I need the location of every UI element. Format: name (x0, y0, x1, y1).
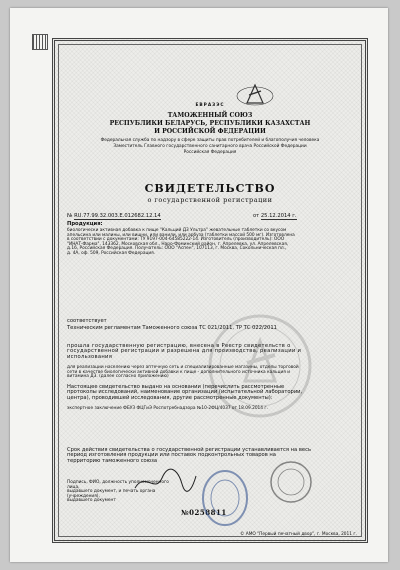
handwritten-signature-icon (130, 466, 200, 496)
signature-line: выдавшего документ, и печать органа (учреждения), (67, 489, 156, 499)
validity-line: период изготовления продукции или поставок подконтрольных товаров на (67, 452, 276, 459)
registry-statement (67, 344, 359, 360)
compliance-label: соответствует (67, 318, 107, 324)
product-line: в соответствии с документами: ТУ 9197-004-64585222-14. Изготовитель (производитель): ООО (67, 237, 285, 242)
validity-line: Срок действия свидетельства о государственной регистрации устанавливается на весь (67, 447, 312, 453)
agency-line-1: Федеральная служба по надзору в сфере защиты прав потребителей и благополучия человека (100, 138, 320, 143)
official-seal-icon (200, 468, 250, 528)
validity-line: территорию таможенного союза (67, 457, 158, 464)
document-sheet (10, 8, 388, 562)
product-line: апельсина или малины, или вишни, или ванили, или арбуза (таблетки массой 500 мг). Изготовлена (67, 232, 295, 238)
usage-line: сети в качестве биологически активной добавки к пище - дополнительного источника кальция и (67, 369, 291, 375)
header-countries: РЕСПУБЛИКИ БЕЛАРУСЬ, РЕСПУБЛИКИ КАЗАХСТАН (109, 120, 311, 127)
header-russia: И РОССИЙСКОЙ ФЕДЕРАЦИИ (154, 128, 266, 135)
agency-line-3: Российская Федерация (183, 150, 237, 155)
round-stamp-icon (265, 460, 317, 504)
product-label: Продукция: (67, 221, 103, 227)
certificate-number: № RU.77.99.32.003.E.012682.12.14 (67, 213, 161, 219)
registry-line: государственной регистрации и разрешена для производства, реализации и (67, 348, 302, 355)
basis-line: центра), проводившей исследования, другие рассмотренные документы): (67, 394, 273, 401)
document-title: СВИДЕТЕЛЬСТВО (144, 182, 276, 195)
product-line: д.16, Российская Федерация. Получатель: ООО "Аспен", 107113, г. Москва, Сокольническая пл., (67, 246, 287, 251)
product-line: "ИНАТ-Фарма", 143362, Московская обл., Наро-Фоминский район, г. Апрелевка, ул. Апрелевская, (67, 241, 289, 247)
usage-statement (67, 366, 359, 380)
basis-statement (67, 385, 359, 401)
expert-conclusion: экспертное заключение ФБУЗ ФЦГиЭ Роспотребнадзора №10-2ФЦ/4037 от 18.09.2014 г. (67, 406, 269, 411)
document-subtitle: о государственной регистрации (147, 196, 273, 204)
header-union: ТАМОЖЕННЫЙ СОЮЗ (167, 112, 253, 119)
basis-line: протоколы исследований, наименование организации (испытательной лаборатории, (67, 389, 303, 396)
registry-line: прошла государственную регистрацию, внесена в Реестр свидетельств о (67, 343, 291, 349)
product-line: биологически активная добавка к пище "Кальций Д3 Ультра" жевательные таблетки со вкусом (67, 228, 287, 233)
usage-line: витамина Д3. (далее согласно приложению) (67, 374, 169, 379)
signature-line: выдавшего документ (67, 498, 116, 503)
agency-line-2: Заместитель Главного государственного санитарного врача Российской Федерации (113, 144, 307, 149)
serial-number: №0258811 (181, 508, 227, 517)
usage-line: для реализации населению через аптечную сеть и специализированные магазины, отделы торговой (67, 365, 299, 370)
corner-mark (32, 34, 48, 50)
product-description (67, 229, 359, 256)
logo-caption: ЕВРАЗЭС (195, 103, 225, 108)
printer-footer: © АМО "Первый печатный двор", г. Москва, 2011 г. (240, 532, 357, 537)
certificate-date: от 25.12.2014 г. (253, 213, 297, 219)
signature-line: Подпись, ФИО, должность уполномоченного лица, (67, 480, 169, 490)
registry-line: использования (67, 353, 113, 360)
product-line: д. 4А, оф. 509, Российская Федерация. (67, 250, 156, 256)
compliance-text: Техническим регламентам Таможенного союза ТС 021/2011, ТР ТС 022/2011 (67, 325, 277, 331)
basis-line: Настоящее свидетельство выдано на основании (перечислить рассмотренные (67, 384, 285, 390)
